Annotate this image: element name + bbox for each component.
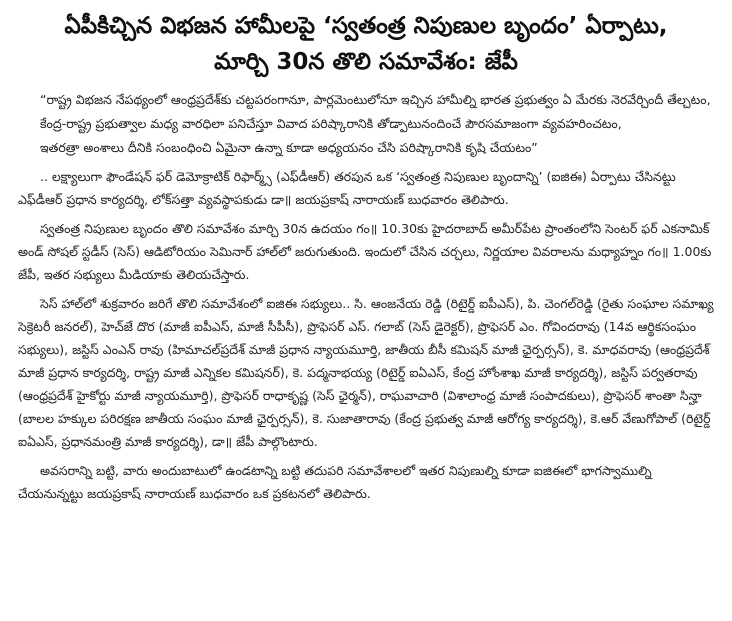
objectives-quote — [18, 88, 714, 159]
article-body — [18, 88, 714, 505]
quote-line-3: ఇతరత్రా అంశాలు దీనికి సంబంధించి ఏమైనా ఉన్నా కూడా అధ్యయనం చేసి పరిష్కారానికి కృషి చేయటం” — [40, 140, 538, 155]
headline-line-2: మార్చి 30న తొలి సమావేశం: జేపీ — [214, 49, 518, 75]
quote-line-2: కేంద్ర-రాష్ట్ర ప్రభుత్వాల మధ్య వారధిలా పనిచేస్తూ వివాద పరిష్కారానికి తోడ్పాటునందించే పౌరసమాజంగా వ్యవహరించటం, — [40, 116, 622, 131]
quote-line-1: “రాష్ట్ర విభజన నేపథ్యంలో ఆంధ్రప్రదేశ్‌కు చట్టపరంగానూ, పార్లమెంటులోనూ ఇచ్చిన హామీల్ని భారత ప్రభుత్వం ఏ మేరకు నెరవేర్చిందీ తేల్చటం, — [40, 92, 711, 107]
paragraph-future-meetings: అవసరాన్ని బట్టి, వారు అందుబాటులో ఉండటాన్ని బట్టి తదుపరి సమావేశాలలో ఇతర నిపుణుల్ని కూడా ఐజిఈలో భాగస్వాముల్ని చేయనున్నట్టు జయప్రకాష్ నారాయణ్ బుధవారం ఒక ప్రకటనలో తెలిపారు. — [18, 463, 652, 501]
headline — [18, 8, 714, 80]
headline-line-1: ఏపీకిచ్చిన విభజన హామీలపై ‘స్వతంత్ర నిపుణుల బృందం’ ఏర్పాటు, — [64, 13, 668, 39]
paragraph-first-meeting: స్వతంత్ర నిపుణుల బృందం తొలి సమావేశం మార్చి 30న ఉదయం గం॥ 10.30కు హైదరాబాద్ అమీర్‌పేట ప్రాంతంలోని సెంటర్ ఫర్ ఎకనామిక్ అండ్ సోషల్ స్టడీస్ (సెస్) ఆడిటోరియం సెమినార్ హాల్‌లో జరుగుతుంది. ఇందులో చేసిన చర్చలు, నిర్ణయాల వివరాలను మధ్యాహ్నం గం॥ 1.00కు జేపీ, ఇతర సభ్యులు మీడియాకు తెలియచేస్తారు. — [18, 221, 712, 282]
paragraph-members: సెస్ హాల్‌లో శుక్రవారం జరిగే తొలి సమావేశంలో ఐజిఈ సభ్యులు.. సి. ఆంజనేయ రెడ్డి (రిటైర్డ్ ఐపీఎస్), పి. చెంగల్‌రెడ్డి (రైతు సంఘాల సమాఖ్య సెక్రెటరీ జనరల్), హెచ్‌జే దొర (మాజీ ఐపీఎస్, మాజీ సీపీసీ), ప్రొఫెసర్ ఎస్. గలాబ్ (సెస్ డైరెక్టర్), ప్రొఫెసర్ ఎం. గోవిందరావు (14వ ఆర్థికసంఘం సభ్యులు), జస్టిస్ ఎంఎన్ రావు (హిమాచల్‌ప్రదేశ్ మాజీ ప్రధాన న్యాయమూర్తి, జాతీయ బీసీ కమిషన్ మాజీ ఛైర్పర్సన్), కె. మాధవరావు (ఆంధ్రప్రదేశ్ మాజీ ప్రధాన కార్యదర్శి, రాష్ట్ర మాజీ ఎన్నికల కమిషనర్), కె. పద్మనాభయ్య (రిటైర్డ్ ఐఏఎస్, కేంద్ర హోంశాఖ మాజీ కార్యదర్శి), జస్టిస్ పర్వతరావు (ఆంధ్రప్రదేశ్ హైకోర్టు మాజీ న్యాయమూర్తి), ప్రొఫెసర్ రాధాకృష్ణ (సెస్ ఛైర్మన్), రాఘవాచారి (విశాలాంధ్ర మాజీ సంపాదకులు), ప్రొఫెసర్ శాంతా సిన్హా (బాలల హక్కుల పరిరక్షణ జాతీయ సంఘం మాజీ ఛైర్పర్సన్), కె. సుజాతారావు (కేంద్ర ప్రభుత్వ మాజీ ఆరోగ్య కార్యదర్శి), కె.ఆర్ వేణుగోపాల్ (రిటైర్డ్ ఐఏఎస్, ప్రధానమంత్రి మాజీ కార్యదర్శి), డా॥ జేపీ పాల్గొంటారు. — [18, 296, 714, 449]
paragraph-formation: .. లక్ష్యాలుగా ఫౌండేషన్ ఫర్ డెమోక్రాటిక్ రిఫార్మ్స్ (ఎఫ్‌డీఆర్) తరపున ఒక ‘స్వతంత్ర నిపుణుల బృందాన్ని’ (ఐజిఈ) ఏర్పాటు చేసినట్టు ఎఫ్‌డీఆర్ ప్రధాన కార్యదర్శి, లోక్‌సత్తా వ్యవస్థాపకుడు డా॥ జయప్రకాష్ నారాయణ్ బుధవారం తెలిపారు. — [18, 169, 676, 207]
